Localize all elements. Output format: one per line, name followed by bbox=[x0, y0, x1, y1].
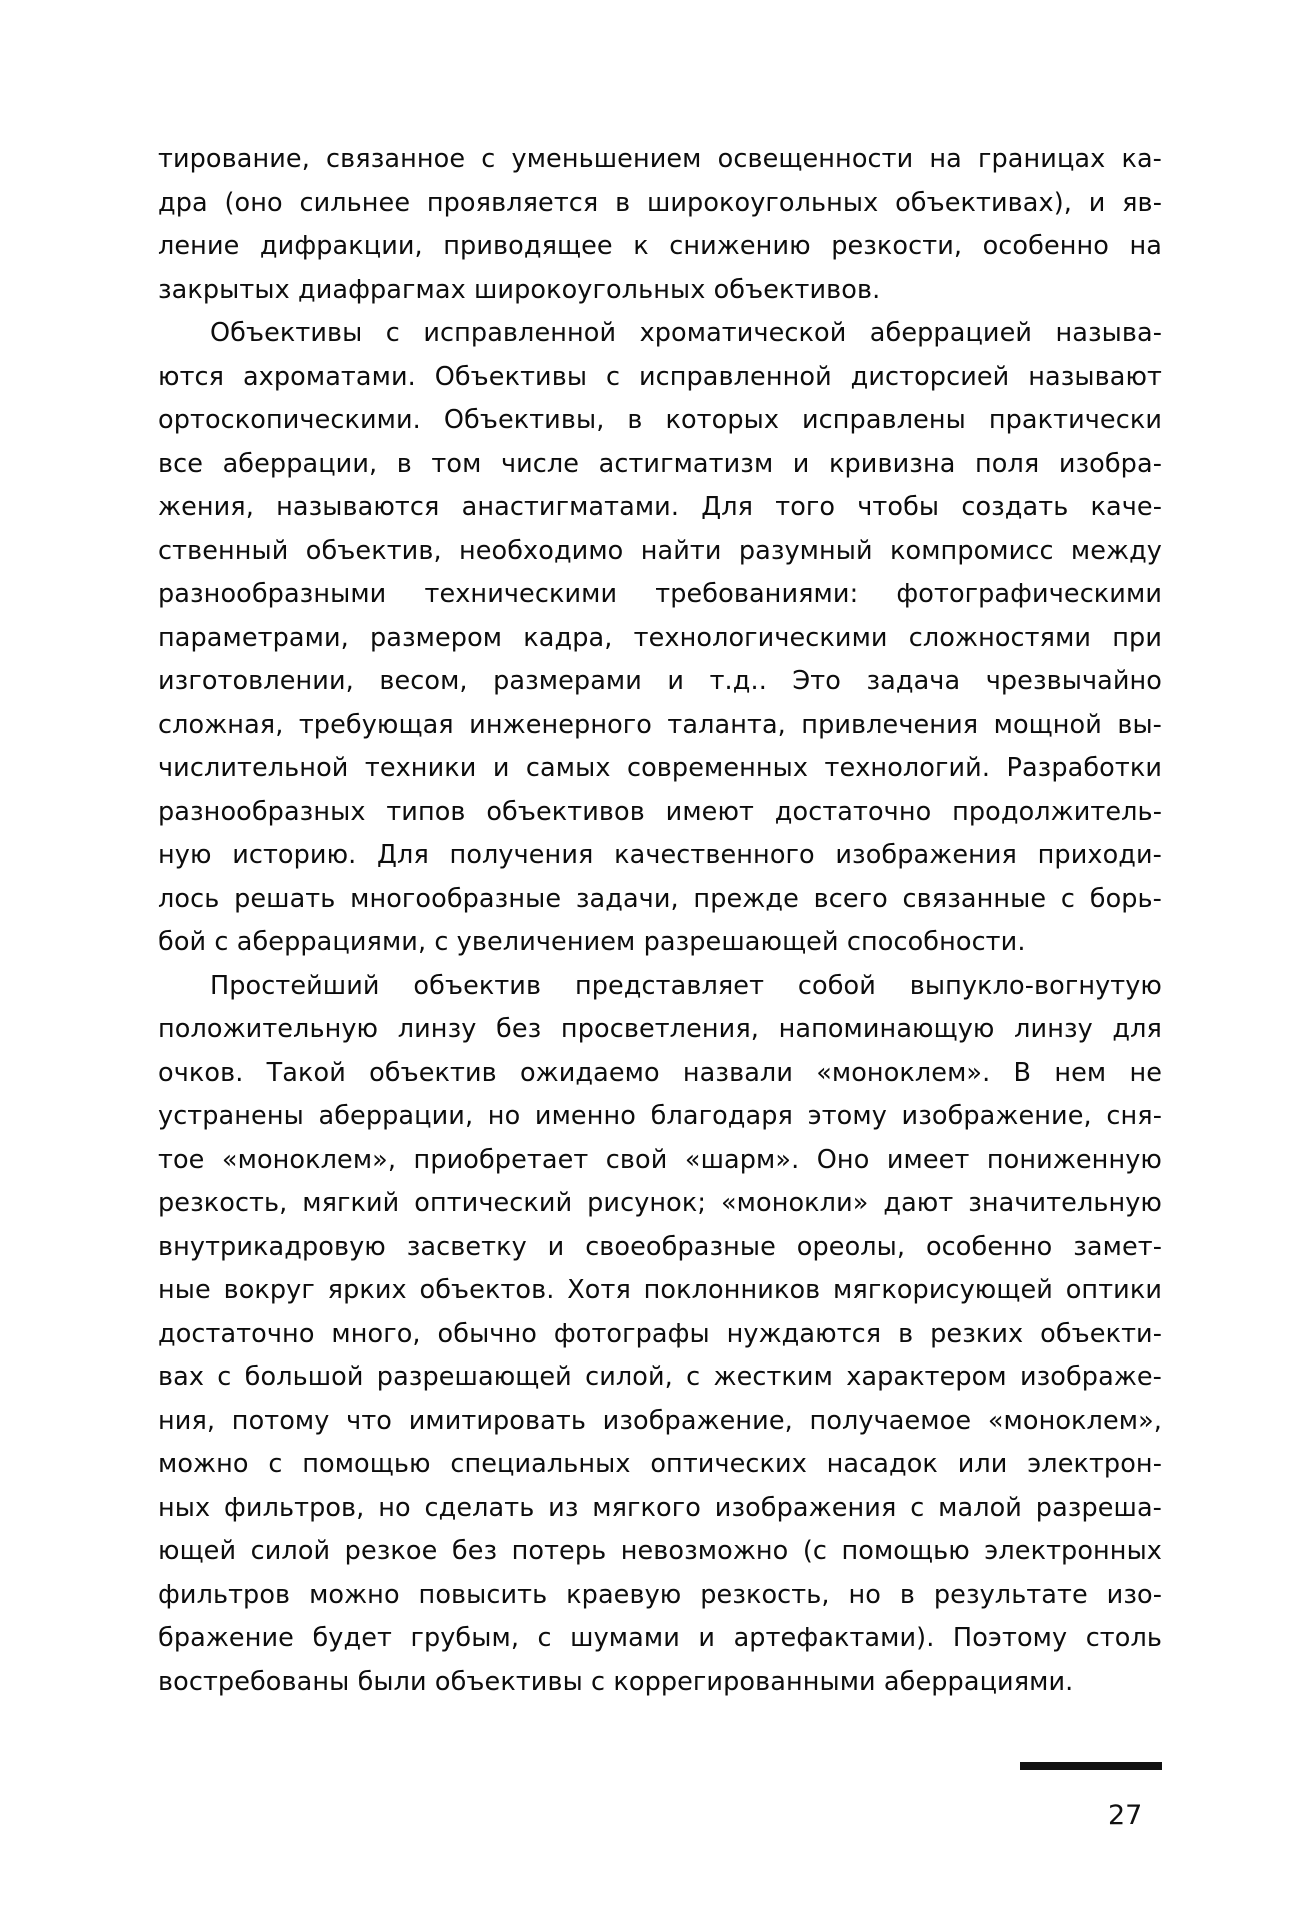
text-line: положительную линзу без просветления, напоминающую линзу для bbox=[158, 1014, 1162, 1044]
text-line: ную историю. Для получения качественного изображения приходи- bbox=[158, 840, 1162, 870]
text-line: разнообразных типов объективов имеют достаточно продолжитель- bbox=[158, 796, 1162, 827]
text-line: разнообразными техническими требованиями: фотографическими bbox=[158, 579, 1162, 609]
footer-divider bbox=[1020, 1762, 1162, 1770]
text-line: сложная, требующая инженерного таланта, привлечения мощной вы- bbox=[158, 709, 1162, 740]
paragraph-1 bbox=[158, 138, 1162, 312]
text-line: очков. Такой объектив ожидаемо назвали «моноклем». В нем не bbox=[158, 1057, 1162, 1088]
text-line: можно с помощью специальных оптических насадок или электрон- bbox=[158, 1449, 1162, 1479]
text-line: жения, называются анастигматами. Для того чтобы создать каче- bbox=[158, 492, 1162, 522]
text-line: дра (оно сильнее проявляется в широкоугольных объективах), и яв- bbox=[158, 187, 1162, 218]
text-line: устранены аберрации, но именно благодаря этому изображение, сня- bbox=[158, 1101, 1162, 1131]
text-line: вах с большой разрешающей силой, с жестким характером изображе- bbox=[158, 1362, 1162, 1392]
text-line: ных фильтров, но сделать из мягкого изображения с малой разреша- bbox=[158, 1492, 1162, 1523]
text-line: резкость, мягкий оптический рисунок; «монокли» дают значительную bbox=[158, 1188, 1162, 1218]
text-line: ющей силой резкое без потерь невозможно (с помощью электронных bbox=[158, 1536, 1162, 1566]
text-line: бой с аберрациями, с увеличением разрешающей способности. bbox=[158, 927, 1026, 957]
text-line: достаточно много, обычно фотографы нуждаются в резких объекти- bbox=[158, 1318, 1162, 1349]
page-number: 27 bbox=[1108, 1800, 1143, 1831]
text-line: фильтров можно повысить краевую резкость, но в результате изо- bbox=[158, 1579, 1162, 1610]
text-line: числительной техники и самых современных технологий. Разработки bbox=[158, 753, 1162, 783]
body-text-column bbox=[158, 138, 1162, 1704]
text-line: все аберрации, в том числе астигматизм и кривизна поля изобра- bbox=[158, 448, 1162, 479]
text-line: тирование, связанное с уменьшением освещенности на границах ка- bbox=[158, 144, 1162, 174]
text-line: ортоскопическими. Объективы, в которых исправлены практически bbox=[158, 405, 1162, 435]
text-line: ление дифракции, приводящее к снижению резкости, особенно на bbox=[158, 231, 1162, 261]
paragraph-3 bbox=[158, 965, 1162, 1705]
text-line: бражение будет грубым, с шумами и артефактами). Поэтому столь bbox=[158, 1623, 1162, 1653]
text-line: ются ахроматами. Объективы с исправленной дисторсией называют bbox=[158, 361, 1162, 392]
text-line: Объективы с исправленной хроматической аберрацией называ- bbox=[210, 318, 1162, 348]
text-line: тое «моноклем», приобретает свой «шарм». Оно имеет пониженную bbox=[158, 1144, 1162, 1175]
text-line: изготовлении, весом, размерами и т.д.. Это задача чрезвычайно bbox=[158, 666, 1162, 696]
text-line: ные вокруг ярких объектов. Хотя поклонников мягкорисующей оптики bbox=[158, 1275, 1162, 1305]
text-line: востребованы были объективы с коррегированными аберрациями. bbox=[158, 1666, 1074, 1697]
text-line: лось решать многообразные задачи, прежде всего связанные с борь- bbox=[158, 883, 1162, 914]
text-line: внутрикадровую засветку и своеобразные ореолы, особенно замет- bbox=[158, 1231, 1162, 1262]
text-line: ственный объектив, необходимо найти разумный компромисс между bbox=[158, 535, 1162, 566]
text-line: параметрами, размером кадра, технологическими сложностями при bbox=[158, 622, 1162, 653]
text-line: Простейший объектив представляет собой выпукло-вогнутую bbox=[210, 970, 1162, 1001]
text-line: закрытых диафрагмах широкоугольных объективов. bbox=[158, 274, 881, 305]
paragraph-2 bbox=[158, 312, 1162, 965]
text-line: ния, потому что имитировать изображение, получаемое «моноклем», bbox=[158, 1405, 1162, 1436]
